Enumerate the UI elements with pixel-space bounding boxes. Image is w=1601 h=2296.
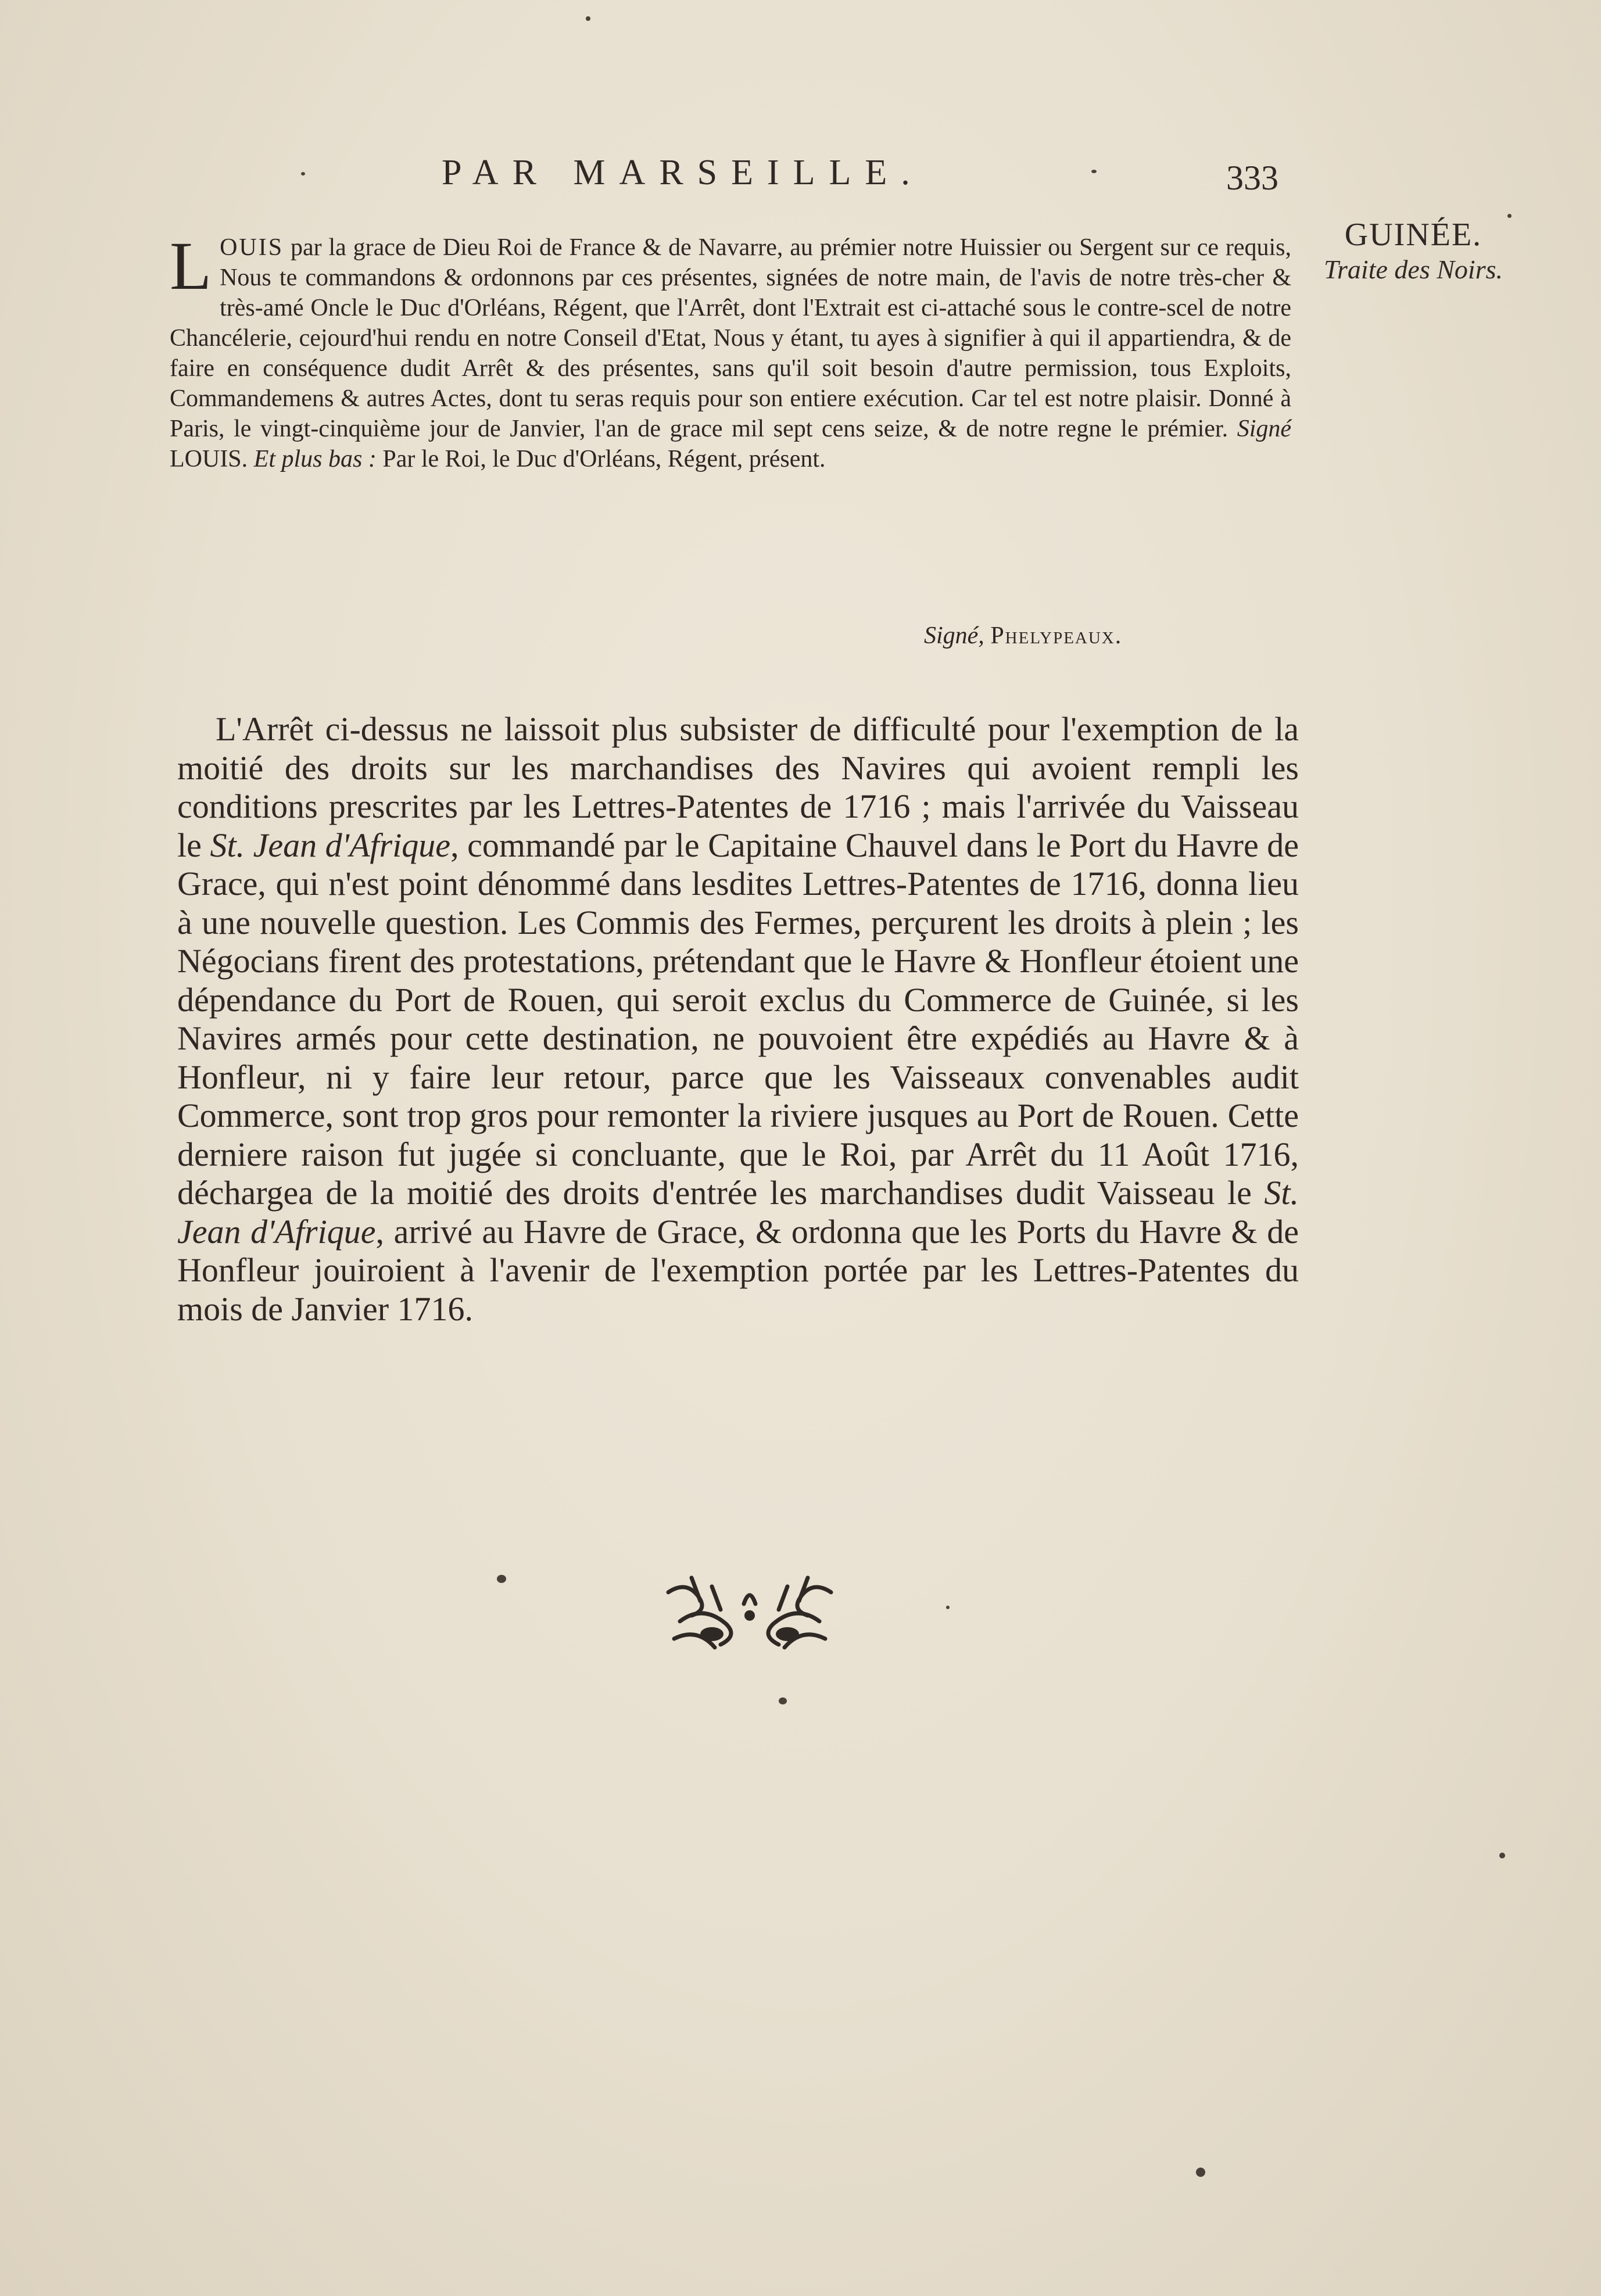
paper-speck — [1499, 1853, 1505, 1858]
dropcap-letter: L — [170, 228, 212, 304]
decree-plus-bas: Et plus bas : — [253, 446, 377, 472]
decree-first-word: OUIS — [220, 234, 284, 261]
paper-speck — [497, 1575, 506, 1583]
running-title: PAR MARSEILLE. — [442, 153, 924, 192]
commentary-part-1: L'Arrêt ci-dessus ne laissoit plus subsister de difficulté pour l'exemption de la moitié des droits sur les marchandises des Navires qui avoient rempli les conditions prescrites par les Lettres-Patentes de 1716 ; mais l'arrivée du Vaisseau le — [177, 710, 1299, 864]
paper-speck — [301, 172, 305, 175]
paper-speck — [946, 1606, 950, 1609]
paper-speck — [1091, 170, 1097, 173]
ship-name: St. Jean d'Afrique — [210, 826, 451, 864]
floral-fleuron-icon — [657, 1569, 843, 1662]
margin-note-title: GUINÉE. — [1344, 217, 1482, 253]
signature-line — [924, 622, 1122, 650]
commentary-part-3: , arrivé au Havre de Grace, & ordonna que les Ports du Havre & de Honfleur jouiroient à l'avenir de l'exemption portée par les Lettres-Patentes du mois de Janvier 1716. — [177, 1212, 1299, 1328]
royal-decree-text — [170, 228, 1291, 474]
paper-speck — [586, 16, 590, 21]
signature-name: Phelypeaux. — [990, 622, 1123, 649]
margin-note — [1297, 216, 1530, 286]
commentary-part-2: , commandé par le Capitaine Chauvel dans le Port du Havre de Grace, qui n'est point dénommé dans lesdites Lettres-Patentes de 1716, donna lieu à une nouvelle question. Les Commis des Fermes, perçurent les droits à plein ; les Négocians firent des protestations, prétendant que le Havre & Honfleur étoient une dépendance du Port de Rouen, qui seroit exclus du Commerce de Guinée, si les Navires armés pour cette destination, ne pouvoient être expédiés au Havre & à Honfleur, ni y faire leur retour, parce que les Vaisseaux convenables audit Commerce, sont trop gros pour remonter la riviere jusques au Port de Rouen. Cette derniere raison fut jugée si concluante, que le Roi, par Arrêt du 11 Août 1716, déchargea de la moitié des droits d'entrée les marchandises dudit Vaisseau le — [177, 826, 1299, 1212]
paper-speck — [1196, 2168, 1205, 2177]
signature-label: Signé, — [924, 622, 984, 649]
decree-signe-label: Signé — [1237, 415, 1291, 442]
ship-name: St. Jean d'Afrique — [177, 1174, 1299, 1251]
decree-closing: Par le Roi, le Duc d'Orléans, Régent, présent. — [376, 446, 826, 472]
margin-note-subtitle: Traite des Noirs. — [1323, 255, 1503, 284]
decree-signe-name: LOUIS. — [170, 446, 254, 472]
paper-speck — [779, 1697, 787, 1704]
decree-body: par la grace de Dieu Roi de France & de Navarre, au prémier notre Huissier ou Sergent sur ce requis, Nous te commandons & ordonnons par ces présentes, signées de notre main, de l'avis de notre très-cher & très-amé Oncle le Duc d'Orléans, Régent, que l'Arrêt, dont l'Extrait est ci-attaché sous le contre-scel de notre Chancélerie, cejourd'hui rendu en notre Conseil d'Etat, Nous y étant, tu ayes à signifier à qui il appartiendra, & de faire en conséquence dudit Arrêt & des présentes, sans qu'il soit besoin d'autre permission, tous Exploits, Commandemens & autres Actes, dont tu seras requis pour son entiere exécution. Car tel est notre plaisir. Donné à Paris, le vingt-cinquième jour de Janvier, l'an de grace mil sept cens seize, & de notre regne le prémier. — [170, 234, 1291, 442]
page-number: 333 — [1226, 159, 1278, 197]
commentary-paragraph — [177, 710, 1299, 1328]
